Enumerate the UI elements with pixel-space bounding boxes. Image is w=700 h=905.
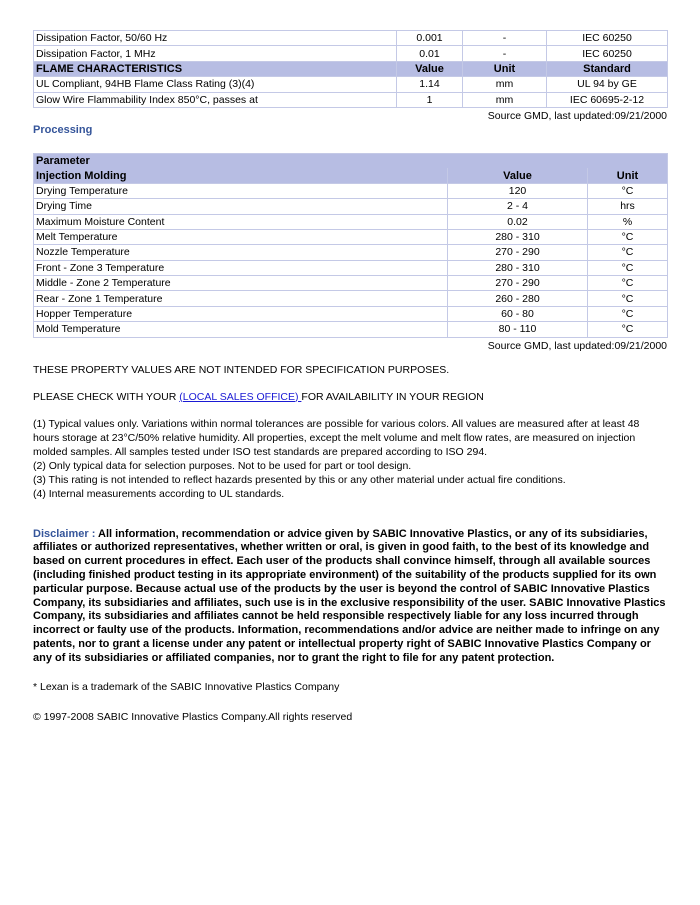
property-unit: - [463, 31, 547, 46]
table-row [34, 260, 668, 275]
parameter-value: 80 - 110 [448, 322, 588, 337]
parameter-unit: hrs [588, 199, 668, 214]
footnotes [33, 417, 667, 501]
property-value: 1 [397, 92, 463, 107]
parameter-name: Maximum Moisture Content [34, 214, 448, 229]
processing-table [33, 153, 668, 338]
table-row [34, 276, 668, 291]
injection-header-row [34, 168, 668, 183]
parameter-value: 0.02 [448, 214, 588, 229]
parameter-unit: °C [588, 260, 668, 275]
source-note: Source GMD, last updated:09/21/2000 [487, 109, 667, 122]
footnote-4: (4) Internal measurements according to UL standards. [33, 487, 285, 500]
flame-header-row [34, 61, 668, 76]
table-row [34, 291, 668, 306]
property-standard: UL 94 by GE [547, 77, 668, 92]
parameter-name: Mold Temperature [34, 322, 448, 337]
parameter-unit: °C [588, 245, 668, 260]
parameter-header-row [34, 153, 668, 168]
table-row [34, 322, 668, 337]
parameter-value: 270 - 290 [448, 276, 588, 291]
property-unit: - [463, 46, 547, 61]
parameter-value: 280 - 310 [448, 229, 588, 244]
parameter-value: 60 - 80 [448, 306, 588, 321]
disclaimer [33, 528, 667, 666]
parameter-name: Drying Temperature [34, 183, 448, 198]
parameter-name: Rear - Zone 1 Temperature [34, 291, 448, 306]
table-row [34, 183, 668, 198]
flame-section-heading: FLAME CHARACTERISTICS [34, 61, 397, 76]
availability-text-after: FOR AVAILABILITY IN YOUR REGION [301, 390, 484, 403]
property-standard: IEC 60250 [547, 31, 668, 46]
copyright-note: © 1997-2008 SABIC Innovative Plastics Company.All rights reserved [33, 710, 353, 723]
parameter-value: 2 - 4 [448, 199, 588, 214]
parameter-unit: °C [588, 276, 668, 291]
property-value: 0.01 [397, 46, 463, 61]
property-standard: IEC 60695-2-12 [547, 92, 668, 107]
property-name: Dissipation Factor, 1 MHz [34, 46, 397, 61]
parameter-value: 280 - 310 [448, 260, 588, 275]
footnote-3: (3) This rating is not intended to reflect hazards presented by this or any other material under actual fire conditions. [33, 473, 566, 486]
parameter-unit: % [588, 214, 668, 229]
parameter-unit: °C [588, 322, 668, 337]
parameter-name: Middle - Zone 2 Temperature [34, 276, 448, 291]
properties-table [33, 30, 668, 108]
table-row [34, 46, 668, 61]
property-standard: IEC 60250 [547, 46, 668, 61]
parameter-name: Hopper Temperature [34, 306, 448, 321]
injection-molding-heading: Injection Molding [34, 168, 448, 183]
table-row [34, 214, 668, 229]
footnote-2: (2) Only typical data for selection purposes. Not to be used for part or tool design. [33, 459, 412, 472]
parameter-value: 260 - 280 [448, 291, 588, 306]
column-header-standard: Standard [547, 61, 668, 76]
column-header-unit: Unit [588, 168, 668, 183]
parameter-unit: °C [588, 291, 668, 306]
property-name: Dissipation Factor, 50/60 Hz [34, 31, 397, 46]
parameter-heading: Parameter [34, 153, 668, 168]
trademark-note: * Lexan is a trademark of the SABIC Innovative Plastics Company [33, 680, 340, 693]
parameter-value: 120 [448, 183, 588, 198]
table-row [34, 199, 668, 214]
parameter-unit: °C [588, 306, 668, 321]
disclaimer-label: Disclaimer : [33, 527, 99, 540]
parameter-name: Front - Zone 3 Temperature [34, 260, 448, 275]
source-note: Source GMD, last updated:09/21/2000 [487, 339, 667, 352]
parameter-unit: °C [588, 183, 668, 198]
column-header-value: Value [397, 61, 463, 76]
table-row [34, 245, 668, 260]
table-row [34, 92, 668, 107]
column-header-unit: Unit [463, 61, 547, 76]
specification-notice: THESE PROPERTY VALUES ARE NOT INTENDED FOR SPECIFICATION PURPOSES. [33, 363, 450, 376]
datasheet-content [33, 30, 667, 724]
table-row [34, 77, 668, 92]
property-unit: mm [463, 77, 547, 92]
local-sales-office-link[interactable]: (LOCAL SALES OFFICE) [179, 390, 302, 403]
property-name: UL Compliant, 94HB Flame Class Rating (3)(4) [34, 77, 397, 92]
disclaimer-text: All information, recommendation or advice given by SABIC Innovative Plastics, or any of its subsidiaries, affiliates or authorized representatives, whether written or oral, is given in good faith, to the best of its knowledge and based on current procedures in effect. Each user of the products shall convince himself, through all available sources (including finished product testing in its appropriate environment) of the suitability of the products supplied for its own particular purpose. Because actual use of the products by the user is beyond the control of SABIC Innovative Plastics Company, its subsidiaries and affiliates, such use is in the exclusive responsibility of the user. SABIC Innovative Plastics Company, its subsidiaries and affiliates cannot be held responsible respectively liable for any loss incurred through incorrect or faulty use of the products. Information, recommendations and/or advice are neither made to infringe on any patents, nor to grant a license under any patent or intellectual property right of SABIC Innovative Plastics Company or any of its subsidiaries or affiliated companies, nor to grant the right to file for any patent protection. [33, 527, 666, 664]
table-row [34, 229, 668, 244]
processing-section-title: Processing [33, 123, 93, 136]
table-row [34, 31, 668, 46]
column-header-value: Value [448, 168, 588, 183]
property-unit: mm [463, 92, 547, 107]
footnote-1: (1) Typical values only. Variations within normal tolerances are possible for various colors. All values are measured after at least 48 hours storage at 23°C/50% relative humidity. All properties, except the melt volume and melt flow rates, are measured on injection molded samples. All samples tested under ISO test standards are prepared according to ISO 294. [33, 417, 640, 458]
parameter-name: Nozzle Temperature [34, 245, 448, 260]
property-value: 0.001 [397, 31, 463, 46]
availability-notice [33, 390, 667, 404]
property-value: 1.14 [397, 77, 463, 92]
parameter-name: Melt Temperature [34, 229, 448, 244]
parameter-name: Drying Time [34, 199, 448, 214]
availability-text-before: PLEASE CHECK WITH YOUR [33, 390, 180, 403]
parameter-unit: °C [588, 229, 668, 244]
table-row [34, 306, 668, 321]
property-name: Glow Wire Flammability Index 850°C, passes at [34, 92, 397, 107]
parameter-value: 270 - 290 [448, 245, 588, 260]
